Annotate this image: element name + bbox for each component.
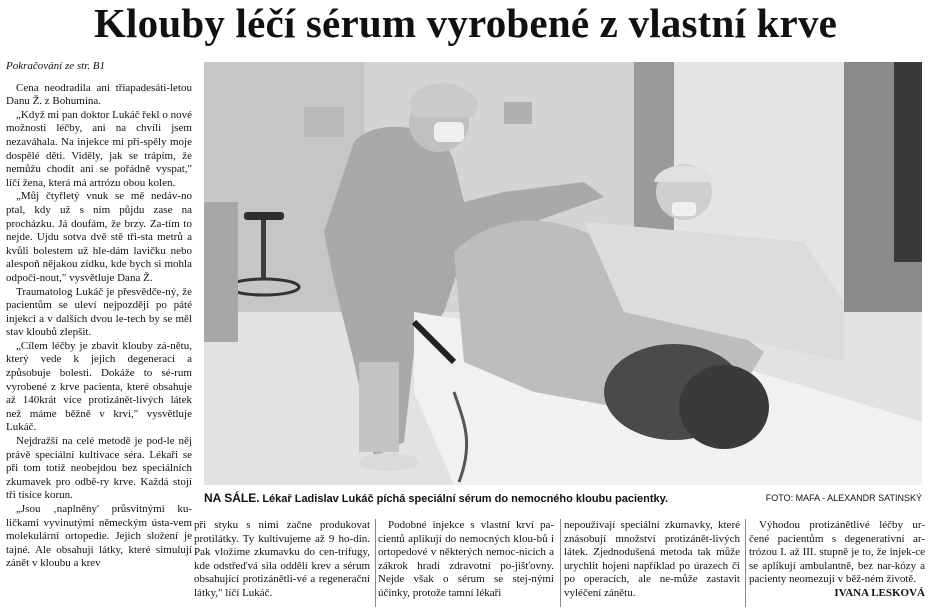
article-column-5 (749, 519, 925, 601)
paragraph: „Jsou ‚naplněny' průsvitnými ku-ličkami vyvinutými německým ústa-vem molekulární ortopedie. Jejich složení je tajné. Ale obsahují látky, které simulují zánět v kloubu a krev (6, 503, 192, 570)
article-column-4 (564, 519, 740, 601)
photo-credit: FOTO: MAFA - ALEXANDR SATINSKÝ (765, 493, 922, 503)
paragraph: „Když mi pan doktor Lukáč řekl o nové možnosti léčby, ani na chvíli jsem nezaváhala. Na injekce mi při-spěly moje dospělé děti. Viděly, jak se trápím, že nemůžu chodit ani se pořádně vyspat," líčí žena, která má artrózu obou kolen. (6, 108, 192, 189)
headline: Klouby léčí sérum vyrobené z vlastní krve (93, 0, 838, 46)
paragraph: Cena neodradila ani třiapadesáti-letou Danu Ž. z Bohumína. (6, 81, 192, 108)
article-photo (204, 62, 922, 485)
paragraph: Nejdražší na celé metodě je pod-le něj právě speciální kultivace séra. Lékaři se při tom totiž neobejdou bez speciálních zkumavek pro odbě-ry krve. Každá stojí tři tisíce korun. (6, 435, 192, 502)
paragraph: Traumatolog Lukáč je přesvědče-ný, že pacientům se uleví nejpozději po páté injekci a v dalších dvou le-tech by se měl stav kloubů zlepšit. (6, 285, 192, 339)
article-column-2 (194, 519, 370, 601)
photo-caption (204, 491, 922, 509)
caption-text: Lékař Ladislav Lukáč píchá speciální sérum do nemocného kloubu pacientky. (262, 493, 669, 505)
continued-note: Pokračování ze str. B1 (6, 60, 105, 72)
article-column-1 (6, 60, 192, 571)
paragraph: Podobné injekce s vlastní krví pa-cientů aplikují do nemocných klou-bů i ortopedové v některých nemoc-nicích a zákrok hradí zdravotní po-jišťovny. Nejde však o sérum se stej-nými účinky, protože tamní lékaři (378, 519, 554, 599)
photo-illustration (204, 62, 922, 485)
column-divider (560, 519, 561, 607)
column-divider (375, 519, 376, 607)
author-signature: IVANA LESKOVÁ (834, 586, 925, 599)
paragraph: Výhodou protizánětlivé léčby ur-čené pacientům s degenerativní ar-trózou I. až III. stupně je to, že injek-ce se aplikují ambulantně, bez nar-kózy a pacienty neomezují v běž-ném životě. (749, 519, 925, 586)
paragraph: nepoužívají speciální zkumavky, které znásobují množství protizánět-livých látek. Zjednodušená metoda tak může urychlit hojení například po úrazech či po operacích, ale ne-může zastavit vyléčení zánětu. (564, 519, 740, 599)
paragraph: „Můj čtyřletý vnuk se mě nedáv-no ptal, kdy už s ním půjdu zase na procházku. Já doufám, že brzy. Za-tím to nejde. Ujdu sotva dvě stě tři-sta metrů a kvůli bolestem už hle-dám lavičku nebo alespoň nějakou zídku, kde bych si mohla odpoči-nout," vysvětluje Dana Ž. (6, 190, 192, 284)
column-divider (745, 519, 746, 607)
caption-head: NA SÁLE. (204, 491, 260, 505)
paragraph: „Cílem léčby je zbavit klouby zá-nětu, který vede k jejich degeneraci a způsobuje bolesti. Dokáže to sé-rum vyrobené z krve pacienta, které obsahuje až 140krát více protizánět-livých látek než máme běžně v krvi," vysvětluje Lukáč. (6, 339, 192, 434)
paragraph: při styku s nimi začne produkovat protilátky. Ty kultivujeme až 9 ho-din. Pak vložíme zkumavku do cen-trifugy, kde odstřeďvá sila oddělí krev a sérum obsahující protizánětli-vé a regenerační látky," líčí Lukáč. (194, 519, 370, 599)
article-column-3 (378, 519, 554, 601)
